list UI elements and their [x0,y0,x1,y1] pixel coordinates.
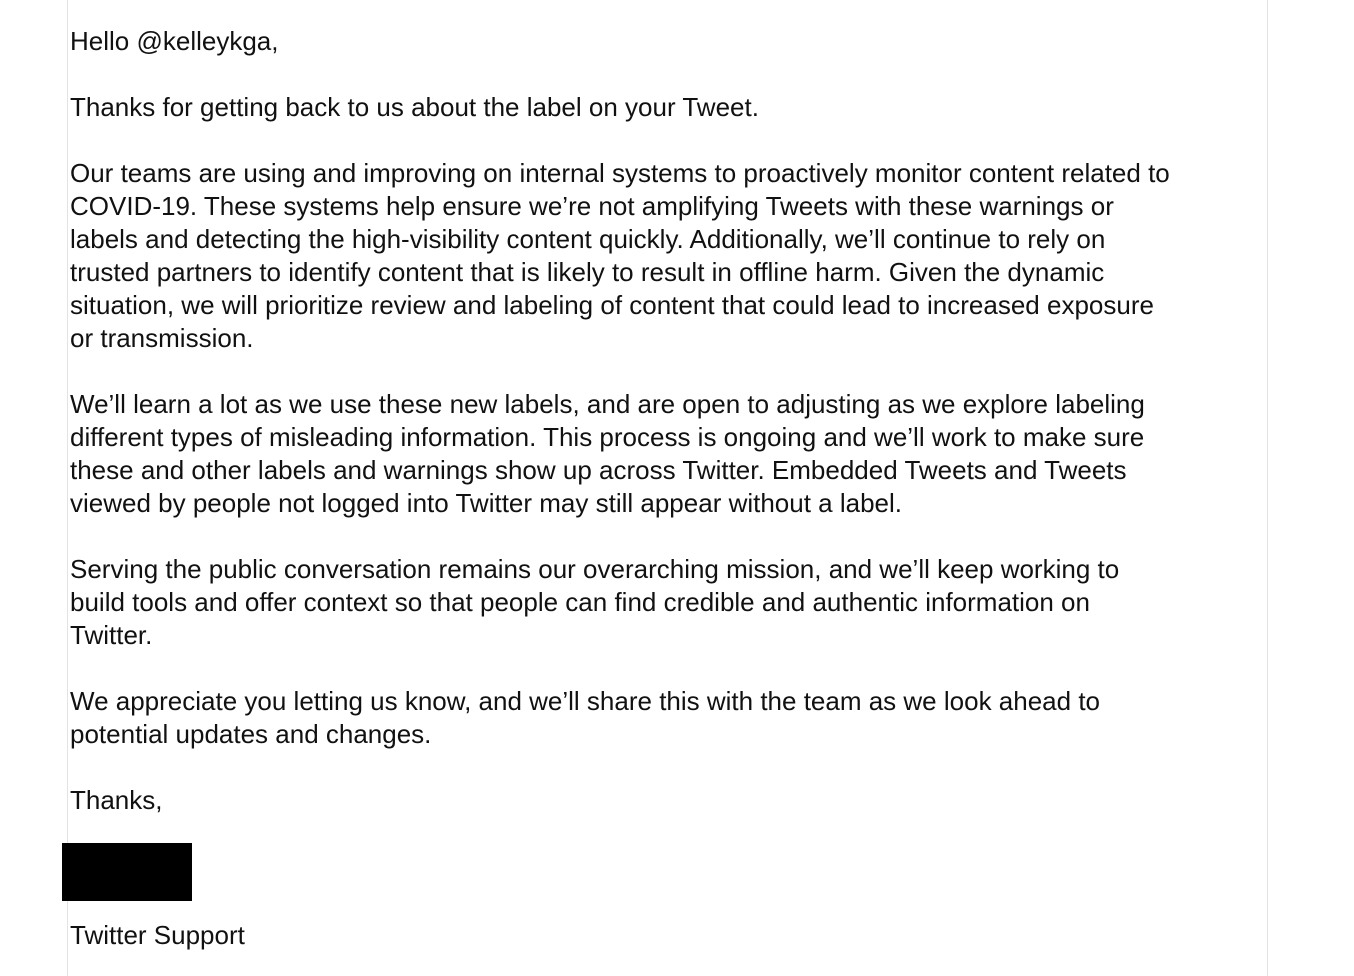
redacted-name-block [62,843,192,901]
email-signature: Twitter Support [70,920,245,950]
email-greeting: Hello @kelleykga, [70,26,279,56]
email-paragraph: We’ll learn a lot as we use these new labels, and are open to adjusting as we explore labeling different types of misleading information. This process is ongoing and we’ll work to make sure these and other labels and warnings show up across Twitter. Embedded Tweets and Tweets viewed by people not logged into Twitter may still appear without a label. [70,389,1145,518]
email-body [70,25,1270,850]
email-paragraph: Thanks for getting back to us about the label on your Tweet. [70,92,759,122]
email-paragraph: Our teams are using and improving on internal systems to proactively monitor content related to COVID-19. These systems help ensure we’re not amplifying Tweets with these warnings or labels and detecting the high-visibility content quickly. Additionally, we’ll continue to rely on trusted partners to identify content that is likely to result in offline harm. Given the dynamic situation, we will prioritize review and labeling of content that could lead to increased exposure or transmission. [70,158,1170,353]
email-closing: Thanks, [70,785,163,815]
email-paragraph: We appreciate you letting us know, and we’ll share this with the team as we look ahead to potential updates and changes. [70,686,1100,749]
email-paragraph: Serving the public conversation remains our overarching mission, and we’ll keep working to build tools and offer context so that people can find credible and authentic information on Twitter. [70,554,1120,650]
